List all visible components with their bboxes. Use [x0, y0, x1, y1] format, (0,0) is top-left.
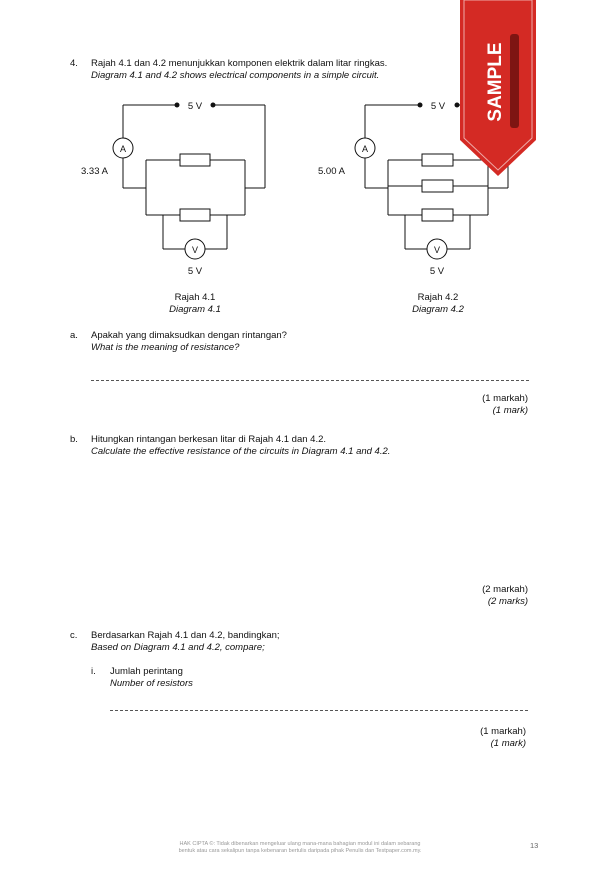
part-a-answer-line[interactable]: [91, 380, 529, 381]
voltmeter-reading: 5 V: [187, 266, 203, 277]
part-c-i-numeral: i.: [91, 666, 96, 677]
part-c-letter: c.: [70, 630, 78, 641]
current-reading: 5.00 A: [318, 166, 345, 177]
resistor-3: [422, 209, 453, 221]
part-b-question-en: Calculate the effective resistance of the circuits in Diagram 4.1 and 4.2.: [91, 446, 391, 457]
part-b-letter: b.: [70, 434, 78, 445]
question-intro-ms: Rajah 4.1 dan 4.2 menunjukkan komponen elektrik dalam litar ringkas.: [91, 58, 388, 69]
ribbon-stripe: [510, 34, 519, 128]
part-a-question-ms: Apakah yang dimaksudkan dengan rintangan?: [91, 330, 287, 341]
terminal-dot: [455, 103, 460, 108]
supply-voltage-label: 5 V: [187, 101, 203, 112]
ammeter-icon: A: [119, 144, 127, 154]
part-c-question-en: Based on Diagram 4.1 and 4.2, compare;: [91, 642, 265, 653]
voltmeter-icon: V: [433, 245, 441, 255]
footer-copyright-line-2: bentuk atau cara sekalipun tanpa kebenaran bertulis daripada pihak Penulis dan Testpaper.com.my.: [178, 848, 422, 854]
part-c-i-marks-ms: (1 markah): [480, 726, 526, 737]
terminal-dot: [175, 103, 180, 108]
resistor-2: [180, 209, 210, 221]
part-a-letter: a.: [70, 330, 78, 341]
ribbon-label: SAMPLE: [485, 42, 507, 122]
part-b-question-ms: Hitungkan rintangan berkesan litar di Rajah 4.1 dan 4.2.: [91, 434, 327, 445]
question-number: 4.: [70, 58, 78, 69]
caption-4-1-en: Diagram 4.1: [169, 304, 221, 315]
supply-voltage-label: 5 V: [430, 101, 446, 112]
resistor-1: [180, 154, 210, 166]
page-number: 13: [530, 841, 539, 850]
sample-ribbon: [460, 0, 536, 178]
part-c-question-ms: Berdasarkan Rajah 4.1 dan 4.2, bandingkan;: [91, 630, 280, 641]
part-c-i-question-en: Number of resistors: [110, 678, 193, 689]
part-c-i-marks-en: (1 mark): [490, 738, 526, 749]
resistor-2: [422, 180, 453, 192]
part-b-answer-space[interactable]: [91, 462, 529, 577]
part-b-marks-en: (2 marks): [487, 596, 528, 607]
voltmeter-icon: V: [191, 245, 199, 255]
circuit-diagram-4-1: [60, 90, 300, 285]
resistor-1: [422, 154, 453, 166]
part-c-i-answer-line[interactable]: [110, 710, 528, 711]
caption-4-2-en: Diagram 4.2: [412, 304, 464, 315]
part-c-i-question-ms: Jumlah perintang: [110, 666, 183, 677]
footer-copyright-line-1: HAK CIPTA ©: Tidak dibenarkan mengeluar ulang mana-mana bahagian modul ini dalam sebarang: [179, 841, 421, 847]
voltmeter-reading: 5 V: [429, 266, 445, 277]
part-a-question-en: What is the meaning of resistance?: [91, 342, 240, 353]
terminal-dot: [418, 103, 423, 108]
part-b-marks-ms: (2 markah): [482, 584, 528, 595]
ammeter-icon: A: [361, 144, 369, 154]
terminal-dot: [211, 103, 216, 108]
caption-4-1-ms: Rajah 4.1: [174, 292, 216, 303]
question-intro-en: Diagram 4.1 and 4.2 shows electrical components in a simple circuit.: [91, 70, 380, 81]
current-reading: 3.33 A: [81, 166, 108, 177]
part-a-marks-en: (1 mark): [492, 405, 528, 416]
caption-4-2-ms: Rajah 4.2: [417, 292, 459, 303]
part-a-marks-ms: (1 markah): [482, 393, 528, 404]
